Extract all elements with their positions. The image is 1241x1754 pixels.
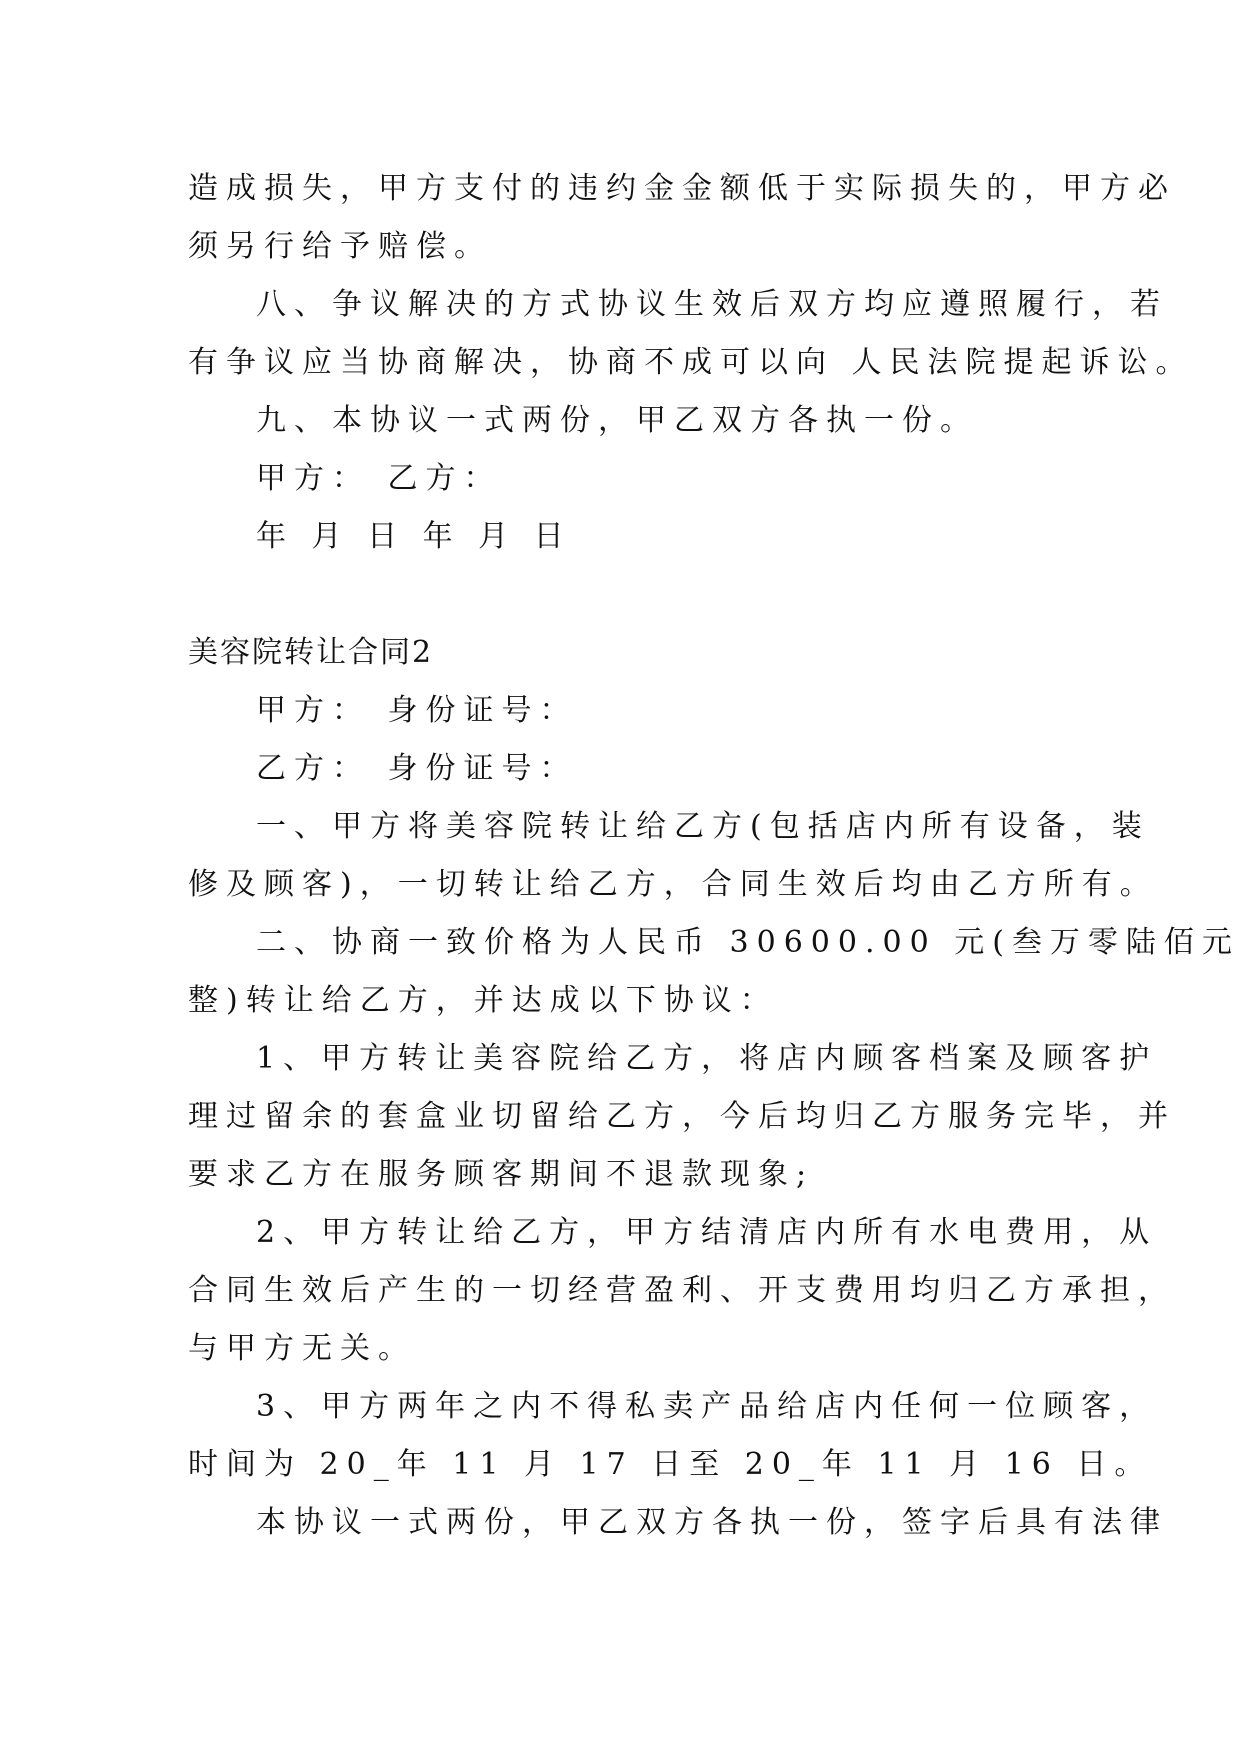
- paragraph-line: 合同生效后产生的一切经营盈利、开支费用均归乙方承担，: [188, 1273, 1176, 1308]
- party-b-line: 乙方： 身份证号：: [256, 751, 578, 786]
- paragraph-line: 整)转让给乙方，并达成以下协议：: [188, 983, 778, 1018]
- paragraph-line: 修及顾客)，一切转让给乙方，合同生效后均由乙方所有。: [188, 867, 1158, 902]
- paragraph-line: 1、甲方转让美容院给乙方，将店内顾客档案及顾客护: [256, 1041, 1158, 1076]
- paragraph-line: 二、协商一致价格为人民币 30600.00 元(叁万零陆佰元: [256, 925, 1240, 960]
- paragraph-line: 八、争议解决的方式协议生效后双方均应遵照履行，若: [256, 287, 1168, 322]
- document-body: [188, 160, 1240, 1552]
- paragraph-line: 时间为 20_年 11 月 17 日至 20_年 11 月 16 日。: [188, 1447, 1153, 1482]
- signature-date-line: 年 月 日 年 月 日: [256, 519, 572, 554]
- section-gap: [188, 566, 1068, 624]
- paragraph-line: 本协议一式两份，甲乙双方各执一份，签字后具有法律: [256, 1505, 1168, 1540]
- paragraph-line: 理过留余的套盒业切留给乙方，今后均归乙方服务完毕，并: [188, 1099, 1176, 1134]
- section-title: 美容院转让合同2: [188, 635, 434, 670]
- paragraph-line: 要求乙方在服务顾客期间不退款现象;: [188, 1157, 815, 1192]
- signature-parties-line: 甲方： 乙方：: [256, 461, 502, 496]
- paragraph-line: 与甲方无关。: [188, 1331, 416, 1366]
- party-a-line: 甲方： 身份证号：: [256, 693, 578, 728]
- paragraph-line: 造成损失，甲方支付的违约金金额低于实际损失的，甲方必: [188, 171, 1176, 206]
- paragraph-line: 九、本协议一式两份，甲乙双方各执一份。: [256, 403, 978, 438]
- paragraph-line: 有争议应当协商解决，协商不成可以向 人民法院提起诉讼。: [188, 345, 1194, 380]
- paragraph-line: 须另行给予赔偿。: [188, 229, 492, 264]
- paragraph-line: 2、甲方转让给乙方，甲方结清店内所有水电费用，从: [256, 1215, 1158, 1250]
- paragraph-line: 一、甲方将美容院转让给乙方(包括店内所有设备，装: [256, 809, 1150, 844]
- paragraph-line: 3、甲方两年之内不得私卖产品给店内任何一位顾客，: [256, 1389, 1158, 1424]
